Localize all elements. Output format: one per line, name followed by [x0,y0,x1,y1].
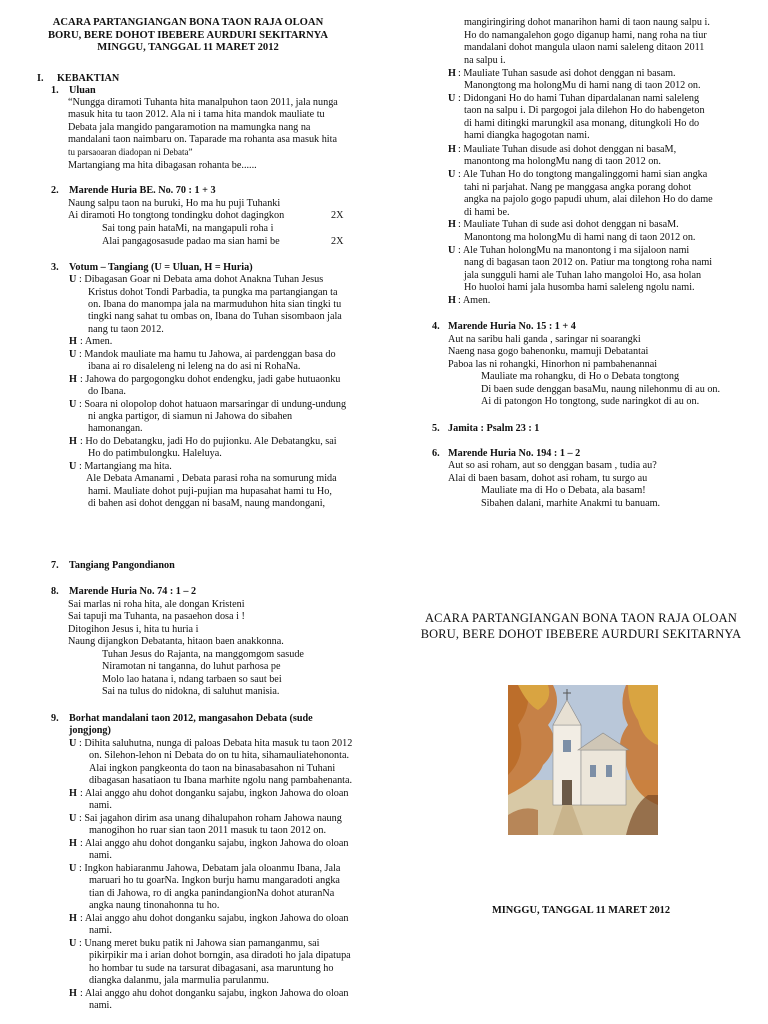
liturgy-line: : Alai anggo ahu dohot donganku sajabu, ingkon Jahowa do oloan [80,838,349,849]
speaker-label-u: U [69,938,77,949]
item-title-jamita: Jamita : Psalm 23 : 1 [448,423,540,434]
hymn-line: Alai pangagosasude padao ma sian hami be [102,236,280,247]
liturgy-line: : Ale Tuhan Ho do tongtong mangalinggomi hami sian angka [458,169,708,180]
liturgy-line: nang di bagasan taon 2012 on. Patiur ma tongtong roha nami [464,257,713,268]
speaker-label-h: H [448,295,456,306]
speaker-label-h: H [69,988,77,999]
uluan-line: masuk hita tu taon 2012. Ala ni i tama hita mandok mauliate tu [68,109,325,120]
liturgy-line: tingki nang sahat tu ombas on, Ibana do Tuhan sisombaon jala [88,311,342,322]
item-title-marende-70: Marende Huria BE. No. 70 : 1 + 3 [69,185,216,196]
liturgy-line: angka naung tinonahonna tu ho. [89,900,220,911]
section-title-kebaktian: KEBAKTIAN [57,73,120,84]
liturgy-line: : Dihita saluhutna, nunga di paloas Debata hita masuk tu taon 2012 [79,738,353,749]
liturgy-line: : Dibagasan Goar ni Debata ama dohot Anakna Tuhan Jesus [79,274,324,285]
liturgy-line: Kristus dohot Tondi Parbadia, ta pungka ma partangiangan ta [88,287,338,298]
liturgy-line: do Ibana. [88,386,126,397]
hymn-line: Paboa las ni rohangki, Hinorhon ni pambahenannai [448,359,658,370]
liturgy-line: : Amen. [458,295,491,306]
liturgy-line: ni angka partigor, di siamun ni Jahowa do sibahen [88,411,293,422]
cover-title-line-1: ACARA PARTANGIANGAN BONA TAON RAJA OLOAN [425,611,737,625]
liturgy-line: Alai ingkon pangkeonta do taon na binasabasahon ni Tuhani [89,763,336,774]
liturgy-line: ho hombar tu sude na tarsurat dibagasani, asa maruntung ho [89,963,334,974]
item-number-1: 1. [51,85,59,96]
item-title-votum: Votum – Tangiang (U = Uluan, H = Huria) [69,262,253,273]
speaker-label-h: H [69,336,77,347]
speaker-label-h: H [69,436,77,447]
liturgy-line: : Didongani Ho do hami Tuhan dipardalanan nami saleleng [458,93,700,104]
liturgy-line: dibagasan hasatiaon tu Ibana marhite ngolu nang pambahenanta. [89,775,353,786]
liturgy-line: manogihon ho ruar sian taon 2011 masuk tu taon 2012 on. [89,825,327,836]
liturgy-line: : Soara ni olopolop dohot hatuaon marsaringar di undung-undung [79,399,347,410]
speaker-label-h: H [69,374,77,385]
liturgy-line: di hami ditingki marungkil asa monang, ditungkoli Ho do [464,118,700,129]
hymn-line: Molo lao hatana i, ndang tarbaen so saut bei [102,674,282,685]
liturgy-line: tian di Jahowa, ro di angka panindangionNa dohot aturanNa [89,888,335,899]
liturgy-line: : Martangiang ma hita. [79,461,172,472]
church-painting-icon [508,685,658,835]
hymn-line: Di baen sude denggan basaMu, naung nilehonmu di au on. [481,384,721,395]
item-title-uluan: Uluan [69,85,96,96]
church-painting [508,685,658,835]
liturgy-line: hami. Mauliate dohot puji-pujian ma hupasahat hami tu Ho, [88,486,332,497]
liturgy-line: : Alai anggo ahu dohot donganku sajabu, ingkon Jahowa do oloan [80,788,349,799]
hymn-line: Alai di baen basam, dohot asi roham, tu surgo au [448,473,648,484]
speaker-label-h: H [448,144,456,155]
liturgy-line: : Ingkon habiaranmu Jahowa, Debatam jala oloanmu Ibana, Jala [79,863,341,874]
liturgy-line: tahi ni parjahat. Nang pe manggasa angka porang dohot [464,182,692,193]
liturgy-line: angka na pajolo gogo papudi uhum, alai dilehon Ho do dame [464,194,713,205]
speaker-label-h: H [69,788,77,799]
liturgy-line: jala sungguli hami ale Tuhan laho mangoloi Ho, asa holan [464,270,702,281]
item-number-9: 9. [51,713,59,724]
item-number-2: 2. [51,185,59,196]
liturgy-line: mangiringiring dohot manarihon hami di taon naung salpu i. [464,17,710,28]
liturgy-line: : Unang meret buku patik ni Jahowa sian pamanganmu, sai [79,938,320,949]
header-line-1: ACARA PARTANGIANGAN BONA TAON RAJA OLOAN [52,17,324,28]
item-number-6: 6. [432,448,440,459]
liturgy-line: on. Ibana do manompa jala na marmuduhon hita sian tingki tu [88,299,342,310]
section-roman-number: I. [37,73,44,84]
uluan-line: mandalani taon naimbaru on. Taparade ma rohanta asa masuk hita [68,134,337,145]
liturgy-line: nami. [89,800,112,811]
liturgy-line: Ale Debata Amanami , Debata parasi roha na somurung mida [86,473,337,484]
liturgy-line: taon na salpu i. Di pargogoi jala dilehon Ho do habengeton [464,105,705,116]
hymn-line: Naung salpu taon na buruki, Ho ma hu puji Tuhanki [68,198,281,209]
liturgy-line: : Ho do Debatangku, jadi Ho do pujionku. Ale Debatangku, sai [80,436,337,447]
liturgy-line: : Alai anggo ahu dohot donganku sajabu, ingkon Jahowa do oloan [80,988,349,999]
item-title-tangiang: Tangiang Pangondianon [69,560,175,571]
liturgy-line: : Ale Tuhan holongMu na manontong i ma sijaloon nami [458,245,690,256]
liturgy-line: : Sai jagahon dirim asa unang dihalupahon roham Jahowa naung [79,813,342,824]
hymn-line: Sai marlas ni roha hita, ale dongan Kristeni [68,599,245,610]
speaker-label-u: U [69,274,77,285]
cover-title-line-2: BORU, BERE DOHOT IBEBERE AURDURI SEKITARNYA [420,627,742,641]
speaker-label-u: U [69,349,77,360]
liturgy-line: manontong ma holongMu nang di taon 2012 on. [464,156,661,167]
liturgy-line: nami. [89,925,112,936]
hymn-line: Ditogihon Jesus i, hita tu huria i [68,624,199,635]
speaker-label-u: U [69,863,77,874]
liturgy-line: Ho do patimbulongku. Haleluya. [88,448,222,459]
hymn-line: Ai diramoti Ho tongtong tondingku dohot dagingkon [68,210,285,221]
repeat-mark: 2X [331,210,344,221]
liturgy-line: : Mauliate Tuhan di sude asi dohot denggan ni basaM. [458,219,679,230]
uluan-line: Martangiang ma hita dibagasan rohanta be...... [68,160,257,171]
item-number-7: 7. [51,560,59,571]
hymn-line: Mauliate ma di Ho o Debata, ala basam! [481,485,646,496]
speaker-label-u: U [448,93,456,104]
liturgy-line: : Alai anggo ahu dohot donganku sajabu, ingkon Jahowa do oloan [80,913,349,924]
liturgy-line: : Jahowa do pargogongku dohot endengku, jadi gabe hutuaonku [80,374,341,385]
hymn-line: Sai na tulus do nidokna, di saluhut manisia. [102,686,280,697]
item-title-marende-15: Marende Huria No. 15 : 1 + 4 [448,321,576,332]
hymn-line: Ai di patongon Ho tongtong, sude naringkot di au on. [481,396,700,407]
header-line-2: BORU, BERE DOHOT IBEBERE AURDURI SEKITARNYA [47,30,328,41]
liturgy-line: maruari ho tu goarNa. Ingkon burju hamu mangaradoti angka [89,875,340,886]
item-number-3: 3. [51,262,59,273]
repeat-mark: 2X [331,236,344,247]
speaker-label-h: H [448,68,456,79]
liturgy-line: mandalani dohot mangula ulaon nami saleleng ditaon 2011 [464,42,705,53]
header-line-3: MINGGU, TANGGAL 11 MARET 2012 [97,42,279,53]
liturgy-line: pikirpikir ma i arian dohot borngin, asa diradoti ho jala dipatupa [89,950,351,961]
liturgy-line: hami diangka hagogotan nami. [464,130,590,141]
item-number-5: 5. [432,423,440,434]
hymn-line: Tuhan Jesus do Rajanta, na manggomgom sasude [102,649,304,660]
speaker-label-h: H [69,913,77,924]
speaker-label-u: U [69,738,77,749]
speaker-label-u: U [69,813,77,824]
liturgy-line: : Mauliate Tuhan disude asi dohot denggan ni basaM, [458,144,677,155]
liturgy-line: nami. [89,850,112,861]
hymn-line: Sai tong pain hataMi, na mangapuli roha i [102,223,274,234]
uluan-line: Debata jala mangido pangaramotion na mamungka nang na [68,122,311,133]
liturgy-line: diangka dalanmu, jala marmulia parulanmu. [89,975,269,986]
liturgy-line: Ho do namangalehon gogo diganup hami, nang roha na tiur [464,30,707,41]
liturgy-line: na salpu i. [464,55,506,66]
hymn-line: Niramotan ni tanganna, do luhut parhosa pe [102,661,281,672]
item-title-marende-194: Marende Huria No. 194 : 1 – 2 [448,448,581,459]
item-title-borhat-cont: jongjong) [69,725,111,736]
liturgy-line: nami. [89,1000,112,1011]
liturgy-line: di bahen asi dohot denggan ni basaM, naung mandongani, [88,498,326,509]
item-title-borhat: Borhat mandalani taon 2012, mangasahon Debata (sude [69,713,313,724]
liturgy-line: on. Silehon-lehon ni Debata do on tu hita, sihamauliatehononta. [89,750,350,761]
liturgy-line: hamonangan. [88,423,143,434]
liturgy-line: ibana ai ro disaleleng ni leleng na do asi ni RohaNa. [88,361,301,372]
liturgy-line: : Mauliate Tuhan sasude asi dohot denggan ni basam. [458,68,676,79]
liturgy-line: Manongtong ma holongMu di hami nang di taon 2012 on. [464,80,701,91]
uluan-line: tu parsaoaran diadopan ni Debata” [68,147,193,157]
speaker-label-u: U [69,399,77,410]
liturgy-line: : Mandok mauliate ma hamu tu Jahowa, ai pardenggan basa do [79,349,336,360]
speaker-label-u: U [69,461,77,472]
speaker-label-u: U [448,169,456,180]
liturgy-line: Manontong ma holongMu di hami nang di taon 2012 on. [464,232,696,243]
hymn-line: Sai tapuji ma Tuhanta, na pasaehon dosa i ! [68,611,245,622]
item-number-4: 4. [432,321,440,332]
hymn-line: Naung dijangkon Debatanta, hitaon baen anakkonna. [68,636,284,647]
liturgy-line: : Amen. [80,336,113,347]
cover-date: MINGGU, TANGGAL 11 MARET 2012 [491,905,671,916]
speaker-label-u: U [448,245,456,256]
item-title-marende-74: Marende Huria No. 74 : 1 – 2 [69,586,197,597]
liturgy-line: nang tu taon 2012. [88,324,164,335]
item-number-8: 8. [51,586,59,597]
hymn-line: Naeng nasa gogo bahenonku, mamuji Debatantai [448,346,649,357]
hymn-line: Aut so asi roham, aut so denggan basam , tudia au? [448,460,657,471]
uluan-line: “Nungga diramoti Tuhanta hita manalpuhon taon 2011, jala nunga [68,97,338,108]
liturgy-line: Ho huoloi hami jala husomba hami saleleng ngolu nami. [464,282,695,293]
liturgy-line: di hami be. [464,207,510,218]
hymn-line: Mauliate ma rohangku, di Ho o Debata tongtong [481,371,680,382]
speaker-label-h: H [448,219,456,230]
hymn-line: Aut na saribu hali ganda , saringar ni soarangki [448,334,641,345]
speaker-label-h: H [69,838,77,849]
hymn-line: Sibahen dalani, marhite Anakmi tu banuam. [481,498,661,509]
